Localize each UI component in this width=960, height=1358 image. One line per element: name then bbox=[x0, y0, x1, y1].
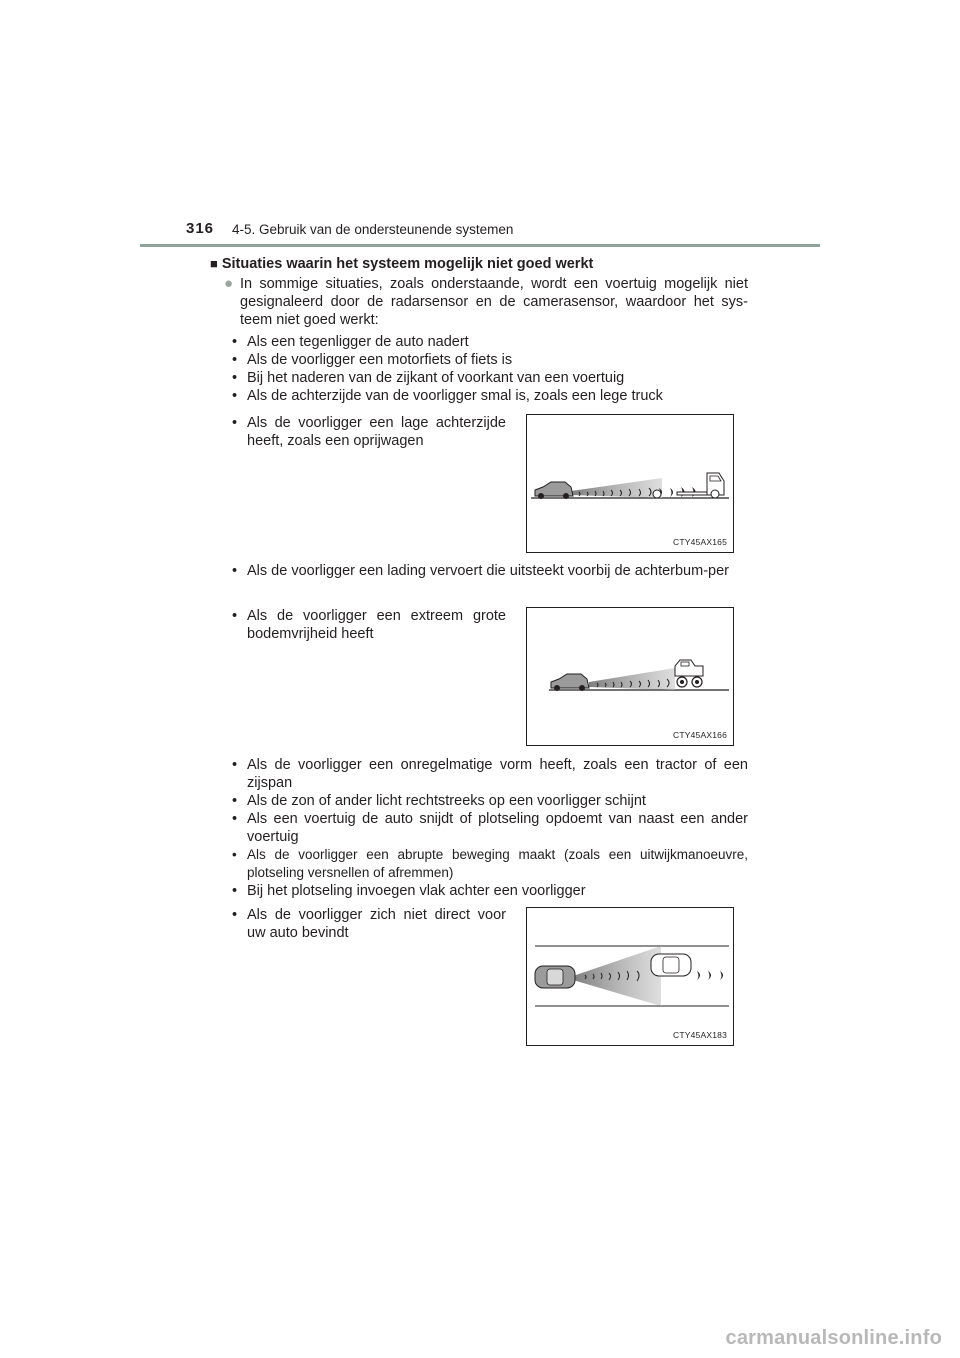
illustration-car-to-truck bbox=[527, 415, 733, 552]
list-item: • Als de voorligger een extreem grote bodemvrijheid heeft bbox=[230, 607, 506, 643]
square-bullet-icon: ■ bbox=[210, 256, 218, 271]
list-d bbox=[230, 607, 506, 643]
list-item: • Als de voorligger een motorfiets of fiets is bbox=[230, 351, 748, 369]
intro-text: In sommige situaties, zoals onderstaande, wordt een voertuig mogelijk niet gesignaleerd door de radarsensor en de camerasensor, waardoor het sys-teem niet goed werkt: bbox=[240, 276, 748, 328]
list-item: • Als de voorligger een lage achterzijde heeft, zoals een oprijwagen bbox=[230, 414, 506, 450]
section-title-text: Situaties waarin het systeem mogelijk niet goed werkt bbox=[221, 256, 594, 272]
list-item: • Als de zon of ander licht rechtstreeks op een voorligger schijnt bbox=[230, 792, 748, 810]
page-number: 316 bbox=[186, 220, 215, 237]
figure-code: CTY45AX166 bbox=[673, 730, 727, 740]
list-item: • Als de voorligger een abrupte beweging maakt (zoals een uitwijkmanoeuvre, plotseling versnellen of afremmen) bbox=[230, 846, 748, 882]
chapter-title: 4-5. Gebruik van de ondersteunende systemen bbox=[232, 222, 514, 237]
illustration-car-offset-top-view bbox=[527, 908, 733, 1045]
list-c bbox=[230, 562, 748, 580]
illustration-car-to-suv bbox=[527, 608, 733, 745]
intro-paragraph bbox=[224, 275, 748, 329]
section-title bbox=[210, 256, 593, 272]
list-item: • Bij het naderen van de zijkant of voorkant van een voertuig bbox=[230, 369, 748, 387]
watermark: carmanualsonline.info bbox=[725, 1327, 942, 1349]
figure-offset-vehicle bbox=[526, 907, 734, 1046]
list-item: • Bij het plotseling invoegen vlak achter een voorligger bbox=[230, 882, 748, 900]
list-a bbox=[230, 333, 748, 405]
figure-low-rear-vehicle bbox=[526, 414, 734, 553]
list-e bbox=[230, 756, 748, 900]
list-b bbox=[230, 414, 506, 450]
round-bullet-icon: ● bbox=[224, 275, 234, 292]
list-item: • Als de voorligger een onregelmatige vorm heeft, zoals een tractor of een zijspan bbox=[230, 756, 748, 792]
figure-code: CTY45AX165 bbox=[673, 537, 727, 547]
list-item: • Als de voorligger zich niet direct voor uw auto bevindt bbox=[230, 906, 506, 942]
list-f bbox=[230, 906, 506, 942]
header-rule bbox=[140, 244, 820, 247]
list-item: • Als de voorligger een lading vervoert die uitsteekt voorbij de achterbum-per bbox=[230, 562, 748, 580]
figure-high-clearance-vehicle bbox=[526, 607, 734, 746]
list-item: • Als de achterzijde van de voorligger smal is, zoals een lege truck bbox=[230, 387, 748, 405]
figure-code: CTY45AX183 bbox=[673, 1030, 727, 1040]
list-item: • Als een voertuig de auto snijdt of plotseling opdoemt van naast een ander voertuig bbox=[230, 810, 748, 846]
list-item: • Als een tegenligger de auto nadert bbox=[230, 333, 748, 351]
